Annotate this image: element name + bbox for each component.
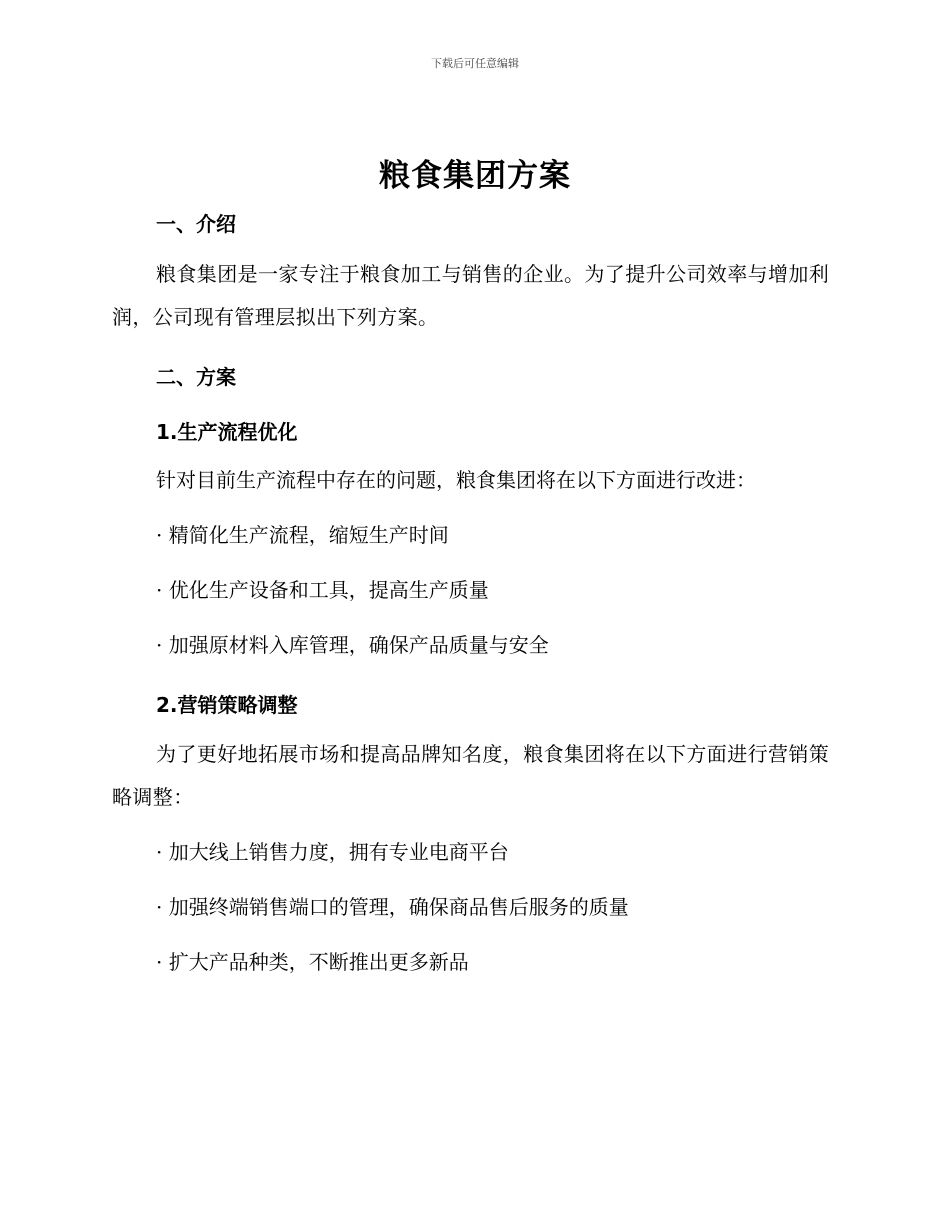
production-intro: 针对目前生产流程中存在的问题，粮食集团将在以下方面进行改进： (156, 468, 756, 492)
list-item: · 精简化生产流程，缩短生产时间 (156, 523, 449, 547)
header-note: 下载后可任意编辑 (431, 57, 519, 70)
list-item: · 扩大产品种类，不断推出更多新品 (156, 950, 469, 974)
section-heading-plan: 二、方案 (156, 365, 236, 389)
list-item: · 加强终端销售端口的管理，确保商品售后服务的质量 (156, 895, 629, 919)
document-title: 粮食集团方案 (379, 158, 571, 194)
marketing-intro: 为了更好地拓展市场和提高品牌知名度，粮食集团将在以下方面进行营销策略调整： (112, 742, 830, 809)
section-heading-intro: 一、介绍 (156, 212, 236, 236)
subsection-heading-production: 1.生产流程优化 (156, 420, 298, 444)
subsection-heading-marketing: 2.营销策略调整 (156, 693, 298, 717)
list-item: · 优化生产设备和工具，提高生产质量 (156, 578, 489, 602)
intro-paragraph: 粮食集团是一家专注于粮食加工与销售的企业。为了提升公司效率与增加利润，公司现有管理层拟出下列方案。 (112, 262, 830, 329)
list-item: · 加大线上销售力度，拥有专业电商平台 (156, 840, 509, 864)
list-item: · 加强原材料入库管理，确保产品质量与安全 (156, 633, 549, 657)
